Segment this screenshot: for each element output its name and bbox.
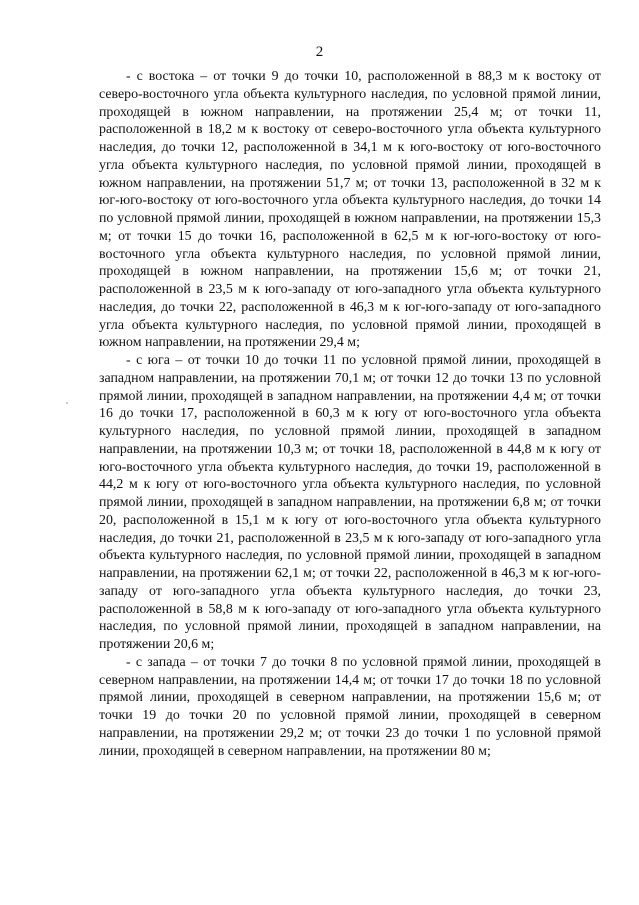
- paragraph-west-boundary: - с запада – от точки 7 до точки 8 по условной прямой линии, проходящей в северном направлении, на протяжении 14,4 м; от точки 17 до точки 18 по условной прямой линии, проходящей в северном направлении, на протяжении 15,6 м; от точки 19 до точки 20 по условной прямой линии, проходящей в северном направлении, на протяжении 29,2 м; от точки 23 до точки 1 по условной прямой линии, проходящей в северном направлении, на протяжении 80 м;: [99, 654, 601, 759]
- paragraph-south-boundary: - с юга – от точки 10 до точки 11 по условной прямой линии, проходящей в западном направлении, на протяжении 70,1 м; от точки 12 до точки 13 по условной прямой линии, проходящей в западном направлении, на протяжении 4,4 м; от точки 16 до точки 17, расположенной в 60,3 м к югу от юго-восточного угла объекта культурного наследия, по условной прямой линии, проходящей в западном направлении, на протяжении 10,3 м; от точки 18, расположенной в 44,8 м к югу от юго-восточного угла объекта культурного наследия, до точки 19, расположенной в 44,2 м к югу от юго-восточного угла объекта культурного наследия, по условной прямой линии, проходящей в западном направлении, на протяжении 6,8 м; от точки 20, расположенной в 15,1 м к югу от юго-восточного угла объекта культурного наследия, до точки 21, расположенной в 23,5 м к юго-западу от юго-западного угла объекта культурного наследия, по условной прямой линии, проходящей в западном направлении, на протяжении 62,1 м; от точки 22, расположенной в 46,3 м к юг-юго-западу от юго-западного угла объекта культурного наследия, до точки 23, расположенной в 58,8 м к юго-западу от юго-западного угла объекта культурного наследия, по условной прямой линии, проходящей в западном направлении, на протяжении 20,6 м;: [99, 353, 601, 652]
- document-body: [99, 68, 601, 760]
- page-number: 2: [315, 44, 324, 60]
- scan-artifact-dot: [66, 402, 68, 404]
- paragraph-east-boundary: - с востока – от точки 9 до точки 10, расположенной в 88,3 м к востоку от северо-восточного угла объекта культурного наследия, по условной прямой линии, проходящей в южном направлении, на протяжении 25,4 м; от точки 11, расположенной в 18,2 м к востоку от северо-восточного угла объекта культурного наследия, до точки 12, расположенной в 34,1 м к юго-востоку от юго-восточного угла объекта культурного наследия, по условной прямой линии, проходящей в южном направлении, на протяжении 51,7 м; от точки 13, расположенной в 32 м к юг-юго-востоку от юго-восточного угла объекта культурного наследия, до точки 14 по условной прямой линии, проходящей в южном направлении, на протяжении 15,3 м; от точки 15 до точки 16, расположенной в 62,5 м к юг-юго-востоку от юго-восточного угла объекта культурного наследия, по условной прямой линии, проходящей в южном направлении, на протяжении 15,6 м; от точки 21, расположенной в 23,5 м к юго-западу от юго-западного угла объекта культурного наследия, до точки 22, расположенной в 46,3 м к юг-юго-западу от юго-западного угла объекта культурного наследия, по условной прямой линии, проходящей в южном направлении, на протяжении 29,4 м;: [99, 69, 601, 351]
